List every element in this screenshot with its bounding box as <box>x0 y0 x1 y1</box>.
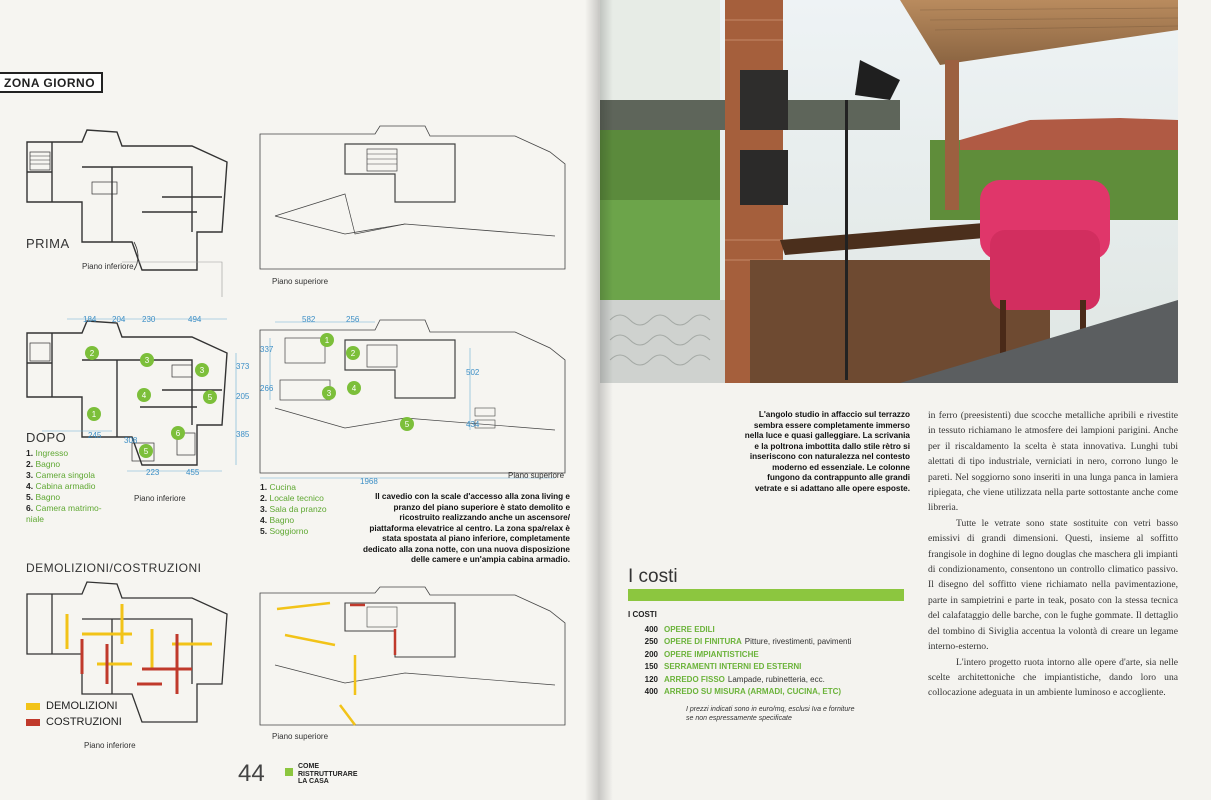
legend-superiore-item: 2. Locale tecnico <box>260 493 324 503</box>
dim-top-3: 230 <box>142 315 156 324</box>
dc-legend-item: DEMOLIZIONI <box>26 700 122 712</box>
dim-bottom-3: 455 <box>186 468 200 477</box>
dim-side-3: 385 <box>236 430 250 439</box>
plan-dopo-superiore <box>255 308 573 488</box>
spine-shadow <box>585 0 613 800</box>
svg-text:4: 4 <box>141 391 147 400</box>
legend-superiore-item: 4. Bagno <box>260 515 295 525</box>
plan-prima-title: PRIMA <box>26 236 70 251</box>
body-paragraph: L'intero progetto ruota intorno alle opere d'arte, sia nelle scelte architettoniche che impiantistiche, dando loro una collocazione adeguata in un ambiente luminoso e accogliente. <box>928 656 1178 699</box>
dc-legend-item: COSTRUZIONI <box>26 716 122 728</box>
dim-sup-bottom: 1968 <box>360 477 378 486</box>
dim-sup-top-2: 256 <box>346 315 360 324</box>
legend-inferiore-item: 4. Cabina armadio <box>26 481 96 491</box>
legend-inferiore-item: 1. Ingresso <box>26 448 69 458</box>
cost-item: 250 OPERE DI FINITURA Pitture, rivestimenti, pavimenti <box>644 637 852 647</box>
dim-sup-side-2: 266 <box>260 384 274 393</box>
costi-subtitle: I COSTI <box>628 610 657 619</box>
svg-text:2: 2 <box>350 349 356 358</box>
cost-item: 400 OPERE EDILI <box>644 625 715 634</box>
svg-text:5: 5 <box>143 447 149 456</box>
body-paragraph: in ferro (preesistenti) due scocche metalliche apribili e rivestite in tessuto richiamano le atmosfere dei lampioni parigini. Anche per il riscaldamento la scelta è stata innovativa. Lunghi tubi alettati di tipo industriale, verniciati in nero, corrono lungo le pareti. Nel soggiorno sono inseriti in una lunga panca in lamiera ripiegata, che viene utilizzata nella parte sottostante anche come libreria. <box>928 410 1178 514</box>
plan-demolizioni-superiore <box>255 585 573 733</box>
dim-side-2: 205 <box>236 392 250 401</box>
plan-demolizioni-title: DEMOLIZIONI/COSTRUZIONI <box>26 561 202 575</box>
svg-text:6: 6 <box>175 429 181 438</box>
page-number: 44 <box>238 760 265 787</box>
legend-superiore-item: 5. Soggiorno <box>260 526 309 536</box>
plan-dopo-superiore-label: Piano superiore <box>508 471 565 480</box>
plan-prima-inferiore-label: Piano inferiore <box>82 262 134 271</box>
dim-sup-side-1: 337 <box>260 345 274 354</box>
plan-prima-superiore <box>255 124 573 274</box>
legend-superiore-item: 1. Cucina <box>260 482 296 492</box>
svg-text:5: 5 <box>207 393 213 402</box>
plan-demolizioni-superiore-label: Piano superiore <box>272 732 329 741</box>
svg-text:1: 1 <box>324 336 330 345</box>
left-page <box>0 0 598 800</box>
dim-sup-side-4: 434 <box>466 420 480 429</box>
cost-list <box>628 624 851 698</box>
plan-dopo-title: DOPO <box>26 430 67 445</box>
dim-top-4: 494 <box>188 315 202 324</box>
dim-sup-side-3: 502 <box>466 368 480 377</box>
photo-caption: L'angolo studio in affaccio sul terrazzo sembra essere completamente immerso nella luce e quasi galleggiare. La scrivania e la poltrona imbottita dallo stile rètro si inseriscono con naturalezza nel contesto moderno ed essenziale. Le colonne fungono da contrappunto alle grandi vetrate e si adattano alle opere esposte. <box>744 410 910 493</box>
dim-bottom-1: 245 <box>88 431 102 440</box>
plan-prima-superiore-label: Piano superiore <box>272 277 329 286</box>
plan-caption: Il cavedio con la scale d'accesso alla zona living e pranzo del piano superiore è stato demolito e ricostruito realizzando anche un ascensore/ piattaforma elevatrice al centro. La zona spa/relax è stata spostata al piano inferiore, completamente dedicato alla zona notte, con una nuova disposizione delle camere e un'ampia cabina armadio. <box>363 492 570 564</box>
cost-item: 150 SERRAMENTI INTERNI ED ESTERNI <box>644 662 802 672</box>
svg-text:4: 4 <box>351 384 357 393</box>
cost-item: 200 OPERE IMPIANTISTICHE <box>644 649 759 659</box>
body-paragraph: Tutte le vetrate sono state sostituite con vetri basso emissivi di grandi dimensioni. Questi, insieme al soffitto frangisole in doghine di legno douglas che maschera gli impianti di condizionamento, consentono un controllo climatico passivo. Il disegno del soffitto viene richiamato nella pavimentazione, parte in sampietrini e parte in teak, posato con la stessa tecnica del calafataggio delle barche, con le fughe gommate. Il dettaglio del tombino di Siviglia accentua la volontà di creare un legame interno-esterno. <box>928 517 1178 653</box>
legend-superiore-item: 3. Sala da pranzo <box>260 504 327 514</box>
folio-square <box>285 768 293 776</box>
legend-inferiore <box>26 448 106 525</box>
costi-note: I prezzi indicati sono in euro/mq, esclusi Iva e forniture se non espressamente specificate <box>686 706 855 722</box>
costi-title: I costi <box>628 566 678 587</box>
plan-dopo-inferiore-label: Piano inferiore <box>134 494 186 503</box>
svg-text:5: 5 <box>404 420 410 429</box>
plan-demolizioni-inferiore-label: Piano inferiore <box>84 741 136 750</box>
costruzioni-swatch <box>26 719 40 726</box>
dim-bottom-2: 223 <box>146 468 160 477</box>
dc-legend <box>26 700 122 732</box>
dim-side-4: 308 <box>124 436 138 445</box>
svg-text:3: 3 <box>144 356 150 365</box>
costi-bar <box>628 589 904 601</box>
dim-top-2: 204 <box>112 315 126 324</box>
magazine-name: COME RISTRUTTURARE LA CASA <box>298 763 358 785</box>
studio-photo <box>600 0 1178 383</box>
legend-superiore <box>260 482 350 537</box>
cost-item: 400 ARREDO SU MISURA (ARMADI, CUCINA, ETC) <box>644 687 842 697</box>
cost-item: 120 ARREDO FISSO Lampade, rubinetteria, ecc. <box>644 674 825 684</box>
dim-sup-top-1: 582 <box>302 315 316 324</box>
legend-inferiore-item: 2. Bagno <box>26 459 61 469</box>
legend-inferiore-item: 6. Camera matrimo-niale <box>26 503 102 524</box>
svg-text:1: 1 <box>91 410 97 419</box>
dim-side-1: 373 <box>236 362 250 371</box>
body-text <box>928 408 1178 701</box>
demolizioni-swatch <box>26 703 40 710</box>
svg-text:3: 3 <box>326 389 332 398</box>
legend-inferiore-item: 3. Camera singola <box>26 470 95 480</box>
svg-text:2: 2 <box>89 349 95 358</box>
section-label: ZONA GIORNO <box>0 72 103 93</box>
right-page <box>598 0 1211 800</box>
dim-top-1: 184 <box>83 315 97 324</box>
svg-text:3: 3 <box>199 366 205 375</box>
legend-inferiore-item: 5. Bagno <box>26 492 61 502</box>
